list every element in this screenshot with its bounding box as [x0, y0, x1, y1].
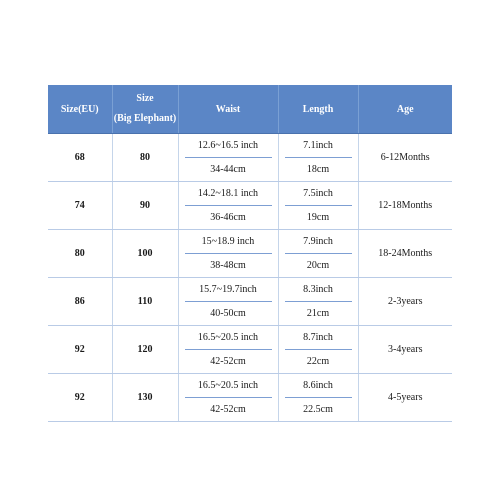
- cell-size-eu: 80: [48, 230, 112, 278]
- cell-size-eu: 74: [48, 182, 112, 230]
- cell-waist-inch: 16.5~20.5 inch: [179, 326, 278, 350]
- cell-waist-cm: 34-44cm: [210, 163, 246, 175]
- cell-age: 6-12Months: [358, 134, 452, 182]
- cell-length: [278, 182, 358, 230]
- cell-waist: [178, 230, 278, 278]
- cell-length: [278, 326, 358, 374]
- cell-length-cm: 19cm: [306, 211, 330, 223]
- cell-waist-inch: 15.7~19.7inch: [179, 278, 278, 302]
- cell-length-cm: 22.5cm: [303, 403, 333, 415]
- cell-size: 100: [112, 230, 178, 278]
- cell-waist-inch: 14.2~18.1 inch: [179, 182, 278, 206]
- cell-size: 110: [112, 278, 178, 326]
- cell-length-inch: 8.3inch: [279, 278, 358, 302]
- header-size: [112, 85, 178, 134]
- cell-size: 130: [112, 374, 178, 422]
- table-row: [48, 326, 452, 374]
- header-waist: Waist: [178, 85, 278, 134]
- header-length: Length: [278, 85, 358, 134]
- cell-age: 2-3years: [358, 278, 452, 326]
- cell-length-inch: 7.5inch: [279, 182, 358, 206]
- cell-length-cm: 20cm: [306, 259, 330, 271]
- header-size-line1: Size: [136, 93, 154, 104]
- size-chart-table: [48, 85, 452, 422]
- cell-size-eu: 92: [48, 326, 112, 374]
- header-age: Age: [358, 85, 452, 134]
- table-body: [48, 134, 452, 422]
- cell-age: 4-5years: [358, 374, 452, 422]
- cell-length: [278, 134, 358, 182]
- cell-length: [278, 230, 358, 278]
- cell-waist-cm: 40-50cm: [210, 307, 246, 319]
- header-size-eu: Size(EU): [48, 85, 112, 134]
- cell-size: 90: [112, 182, 178, 230]
- cell-length-cm: 18cm: [306, 163, 330, 175]
- cell-length-inch: 8.7inch: [279, 326, 358, 350]
- table-row: [48, 182, 452, 230]
- cell-waist-inch: 15~18.9 inch: [179, 230, 278, 254]
- header-size-line2: (Big Elephant): [113, 113, 177, 124]
- cell-waist-inch: 16.5~20.5 inch: [179, 374, 278, 398]
- cell-size-eu: 68: [48, 134, 112, 182]
- cell-length-cm: 21cm: [306, 307, 330, 319]
- cell-size-eu: 86: [48, 278, 112, 326]
- table-row: [48, 134, 452, 182]
- cell-size: 80: [112, 134, 178, 182]
- header-row: [48, 85, 452, 134]
- cell-length-inch: 7.9inch: [279, 230, 358, 254]
- cell-waist: [178, 326, 278, 374]
- cell-length: [278, 278, 358, 326]
- cell-waist: [178, 182, 278, 230]
- cell-size-eu: 92: [48, 374, 112, 422]
- cell-age: 18-24Months: [358, 230, 452, 278]
- cell-waist-cm: 42-52cm: [210, 355, 246, 367]
- cell-waist-cm: 38-48cm: [210, 259, 246, 271]
- table-row: [48, 230, 452, 278]
- table-row: [48, 374, 452, 422]
- cell-age: 12-18Months: [358, 182, 452, 230]
- cell-length: [278, 374, 358, 422]
- cell-waist: [178, 278, 278, 326]
- cell-waist: [178, 374, 278, 422]
- cell-size: 120: [112, 326, 178, 374]
- cell-waist-cm: 42-52cm: [210, 403, 246, 415]
- cell-length-inch: 7.1inch: [279, 134, 358, 158]
- cell-waist-inch: 12.6~16.5 inch: [179, 134, 278, 158]
- table-row: [48, 278, 452, 326]
- cell-waist-cm: 36-46cm: [210, 211, 246, 223]
- cell-length-inch: 8.6inch: [279, 374, 358, 398]
- table-header: [48, 85, 452, 134]
- cell-age: 3-4years: [358, 326, 452, 374]
- cell-length-cm: 22cm: [306, 355, 330, 367]
- cell-waist: [178, 134, 278, 182]
